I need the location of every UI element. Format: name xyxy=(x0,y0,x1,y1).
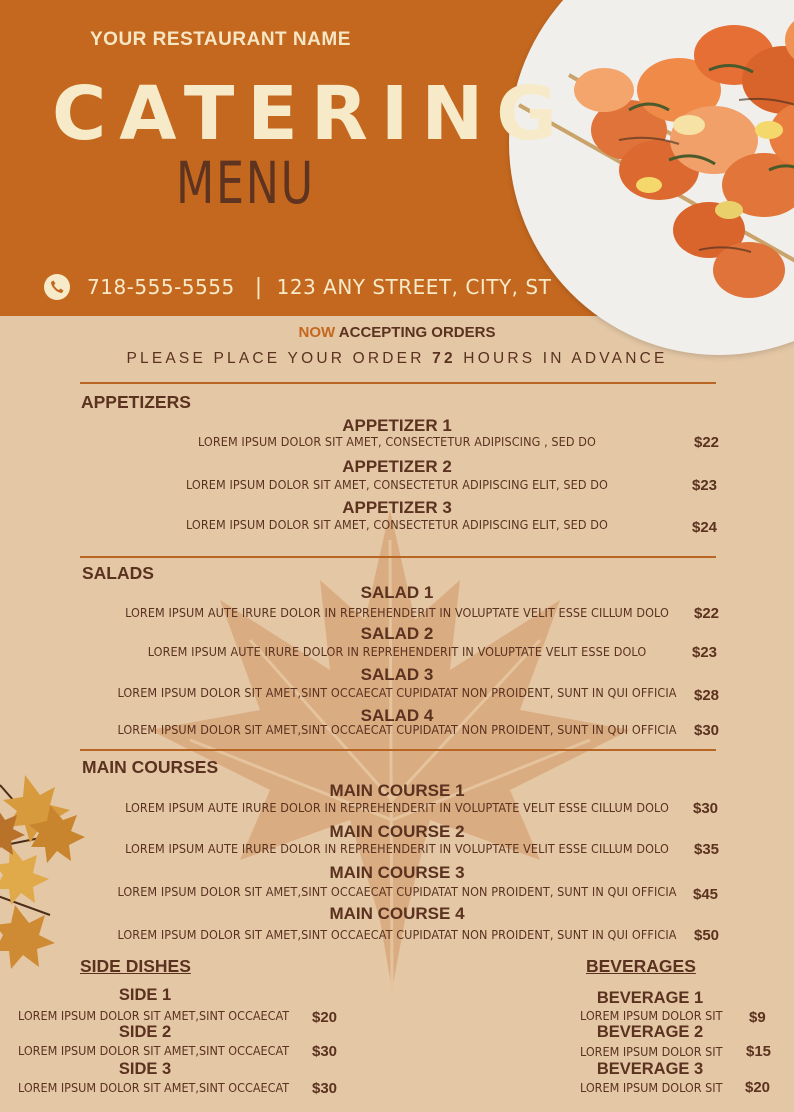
salad-desc: LOREM IPSUM DOLOR SIT AMET,SINT OCCAECAT CUPIDATAT NON PROIDENT, SUNT IN QUI OFFICIA xyxy=(117,722,677,737)
main-course-desc: LOREM IPSUM AUTE IRURE DOLOR IN REPREHENDERIT IN VOLUPTATE VELIT ESSE CILLUM DOLO xyxy=(125,841,669,856)
side-dishes-title: SIDE DISHES xyxy=(80,956,191,976)
appetizer-name: APPETIZER 3 xyxy=(342,498,452,517)
main-course-desc: LOREM IPSUM DOLOR SIT AMET,SINT OCCAECAT CUPIDATAT NON PROIDENT, SUNT IN QUI OFFICIA xyxy=(117,884,677,899)
side-dish-name: SIDE 1 xyxy=(118,986,172,1004)
salad-desc: LOREM IPSUM DOLOR SIT AMET,SINT OCCAECAT CUPIDATAT NON PROIDENT, SUNT IN QUI OFFICIA xyxy=(117,685,677,700)
beverage-desc: LOREM IPSUM DOLOR SIT xyxy=(580,1044,723,1059)
main-course-price: $35 xyxy=(694,841,720,858)
phone-icon xyxy=(44,274,70,300)
salad-name: SALAD 4 xyxy=(360,706,434,725)
main-course-name: MAIN COURSE 2 xyxy=(329,822,465,841)
beverage-name: BEVERAGE 1 xyxy=(596,989,704,1007)
beverage-price: $9 xyxy=(749,1009,766,1026)
beverage-desc: LOREM IPSUM DOLOR SIT xyxy=(580,1080,723,1095)
main-course-price: $30 xyxy=(693,800,719,817)
advance-notice xyxy=(0,350,794,368)
advance-suffix: HOURS IN ADVANCE xyxy=(463,350,668,367)
appetizer-name: APPETIZER 1 xyxy=(342,416,452,435)
main-course-name: MAIN COURSE 4 xyxy=(329,904,465,923)
side-dish-desc: LOREM IPSUM DOLOR SIT AMET,SINT OCCAECAT xyxy=(18,1008,290,1023)
menu-title: CATERING xyxy=(52,71,571,157)
accepting-orders-label: ACCEPTING ORDERS xyxy=(338,324,496,341)
salad-desc: LOREM IPSUM AUTE IRURE DOLOR IN REPREHENDERIT IN VOLUPTATE VELIT ESSE DOLO xyxy=(147,644,647,659)
salad-price: $28 xyxy=(694,687,720,704)
advance-hours: 72 xyxy=(432,350,456,367)
beverage-name: BEVERAGE 3 xyxy=(596,1060,704,1078)
appetizer-desc: LOREM IPSUM DOLOR SIT AMET, CONSECTETUR ADIPISCING ELIT, SED DO xyxy=(186,477,608,492)
appetizer-name: APPETIZER 2 xyxy=(342,457,452,476)
side-dish-desc: LOREM IPSUM DOLOR SIT AMET,SINT OCCAECAT xyxy=(18,1043,290,1058)
divider xyxy=(80,382,716,384)
main-course-name: MAIN COURSE 3 xyxy=(329,863,465,882)
salad-price: $22 xyxy=(694,605,720,622)
appetizer-price: $24 xyxy=(692,519,718,536)
salad-name: SALAD 1 xyxy=(360,583,434,602)
main-course-price: $45 xyxy=(693,886,719,903)
salad-name: SALAD 2 xyxy=(360,624,434,643)
contact-separator: | xyxy=(254,274,263,300)
main-course-price: $50 xyxy=(694,927,720,944)
divider xyxy=(80,556,716,558)
appetizer-price: $22 xyxy=(694,434,720,451)
address: 123 ANY STREET, CITY, ST xyxy=(276,275,552,299)
main-course-desc: LOREM IPSUM AUTE IRURE DOLOR IN REPREHENDERIT IN VOLUPTATE VELIT ESSE CILLUM DOLO xyxy=(125,800,669,815)
appetizer-desc: LOREM IPSUM DOLOR SIT AMET, CONSECTETUR ADIPISCING , SED DO xyxy=(197,434,597,449)
main-course-name: MAIN COURSE 1 xyxy=(329,781,465,800)
appetizer-price: $23 xyxy=(692,477,718,494)
main-courses-title: MAIN COURSES xyxy=(82,757,219,777)
side-dish-name: SIDE 2 xyxy=(118,1023,172,1041)
side-dish-price: $30 xyxy=(312,1043,338,1060)
beverage-price: $20 xyxy=(745,1079,771,1096)
now-label: NOW xyxy=(298,324,336,341)
menu-subtitle: MENU xyxy=(176,149,315,217)
salad-name: SALAD 3 xyxy=(360,665,434,684)
side-dish-name: SIDE 3 xyxy=(118,1060,172,1078)
beverage-name: BEVERAGE 2 xyxy=(596,1023,704,1041)
main-course-desc: LOREM IPSUM DOLOR SIT AMET,SINT OCCAECAT CUPIDATAT NON PROIDENT, SUNT IN QUI OFFICIA xyxy=(117,927,677,942)
beverages-title: BEVERAGES xyxy=(586,956,696,976)
salad-desc: LOREM IPSUM AUTE IRURE DOLOR IN REPREHENDERIT IN VOLUPTATE VELIT ESSE CILLUM DOLO xyxy=(125,605,669,620)
salad-price: $30 xyxy=(694,722,720,739)
side-dish-desc: LOREM IPSUM DOLOR SIT AMET,SINT OCCAECAT xyxy=(18,1080,290,1095)
beverage-price: $15 xyxy=(746,1043,772,1060)
beverage-desc: LOREM IPSUM DOLOR SIT xyxy=(580,1008,723,1023)
phone-number: 718-555-5555 xyxy=(87,275,235,299)
divider xyxy=(80,749,716,751)
advance-prefix: PLEASE PLACE YOUR ORDER xyxy=(126,350,425,367)
appetizers-title: APPETIZERS xyxy=(81,392,191,412)
side-dish-price: $30 xyxy=(312,1080,338,1097)
salad-price: $23 xyxy=(692,644,718,661)
salads-title: SALADS xyxy=(82,563,154,583)
restaurant-name: YOUR RESTAURANT NAME xyxy=(90,29,351,50)
contact-line xyxy=(44,272,551,302)
accepting-orders-line xyxy=(0,324,794,341)
side-dish-price: $20 xyxy=(312,1009,338,1026)
appetizer-desc: LOREM IPSUM DOLOR SIT AMET, CONSECTETUR ADIPISCING ELIT, SED DO xyxy=(186,517,608,532)
